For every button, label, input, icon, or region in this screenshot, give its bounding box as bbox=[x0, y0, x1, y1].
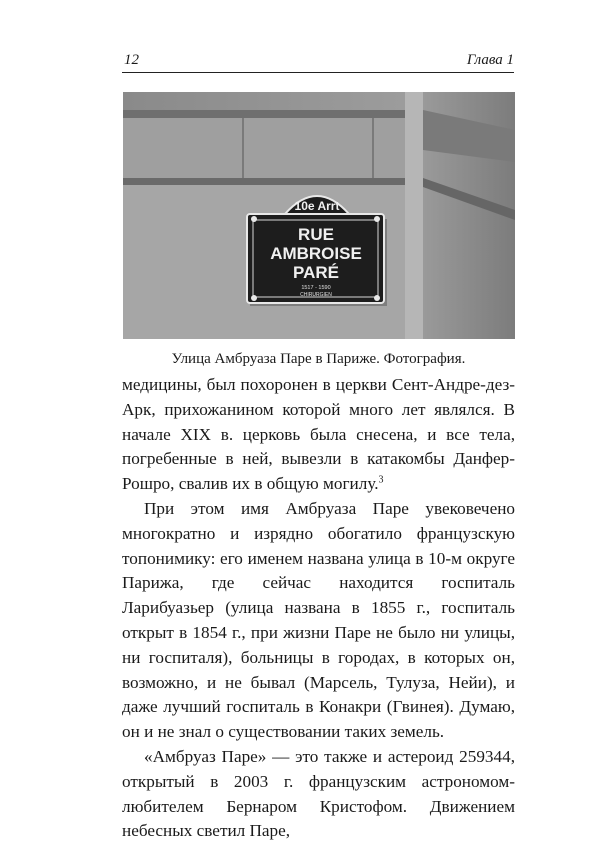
chapter-title: Глава 1 bbox=[466, 52, 514, 68]
sign-profession: CHIRURGIEN bbox=[300, 292, 332, 298]
sign-line-3: PARÉ bbox=[293, 263, 339, 282]
footnote-ref: 3 bbox=[378, 474, 384, 486]
paragraph-2: При этом имя Амбруаза Паре увековечено многократно и изрядно обогатило французскую топонимику: его именем названа улица в 10-м округе Парижа, где сейчас находится госпиталь Ларибуазьер (улица названа в 1855 г., госпиталь открыт в 1854 г., при жизни Паре не было ни улицы, ни госпиталя), больницы в городах, в которых он, возможно, и не бывал (Марсель, Тулуза, Нейи), и даже лучший госпиталь в Конакри (Гвинея). Думаю, он и не знал о существовании таких земель. bbox=[122, 498, 515, 742]
street-sign-photo bbox=[123, 92, 515, 339]
paragraph-3: «Амбруаз Паре» — это также и астероид 259344, открытый в 2003 г. французским астрономом-любителем Бернаром Кристофом. Движением небесных светил Паре, bbox=[122, 746, 515, 841]
figure-caption: Улица Амбруаза Паре в Париже. Фотография. bbox=[171, 351, 466, 367]
sign-years: 1517 - 1590 bbox=[301, 285, 331, 291]
sign-line-2: AMBROISE bbox=[270, 244, 362, 263]
running-header bbox=[122, 50, 514, 73]
sign-district: 10e Arrt bbox=[294, 199, 340, 213]
page-number: 12 bbox=[124, 52, 139, 68]
sign-line-1: RUE bbox=[298, 225, 334, 244]
paragraph-1 bbox=[122, 373, 515, 497]
body-text bbox=[122, 373, 515, 844]
paragraph-1-text: медицины, был похоронен в церкви Сент-Андре-дез-Арк, прихожанином которой много лет являлся. В начале XIX в. церковь была снесена, и все тела, погребенные в ней, вывезли в катакомбы Данфер-Рошро, свалив их в общую могилу. bbox=[122, 375, 515, 494]
